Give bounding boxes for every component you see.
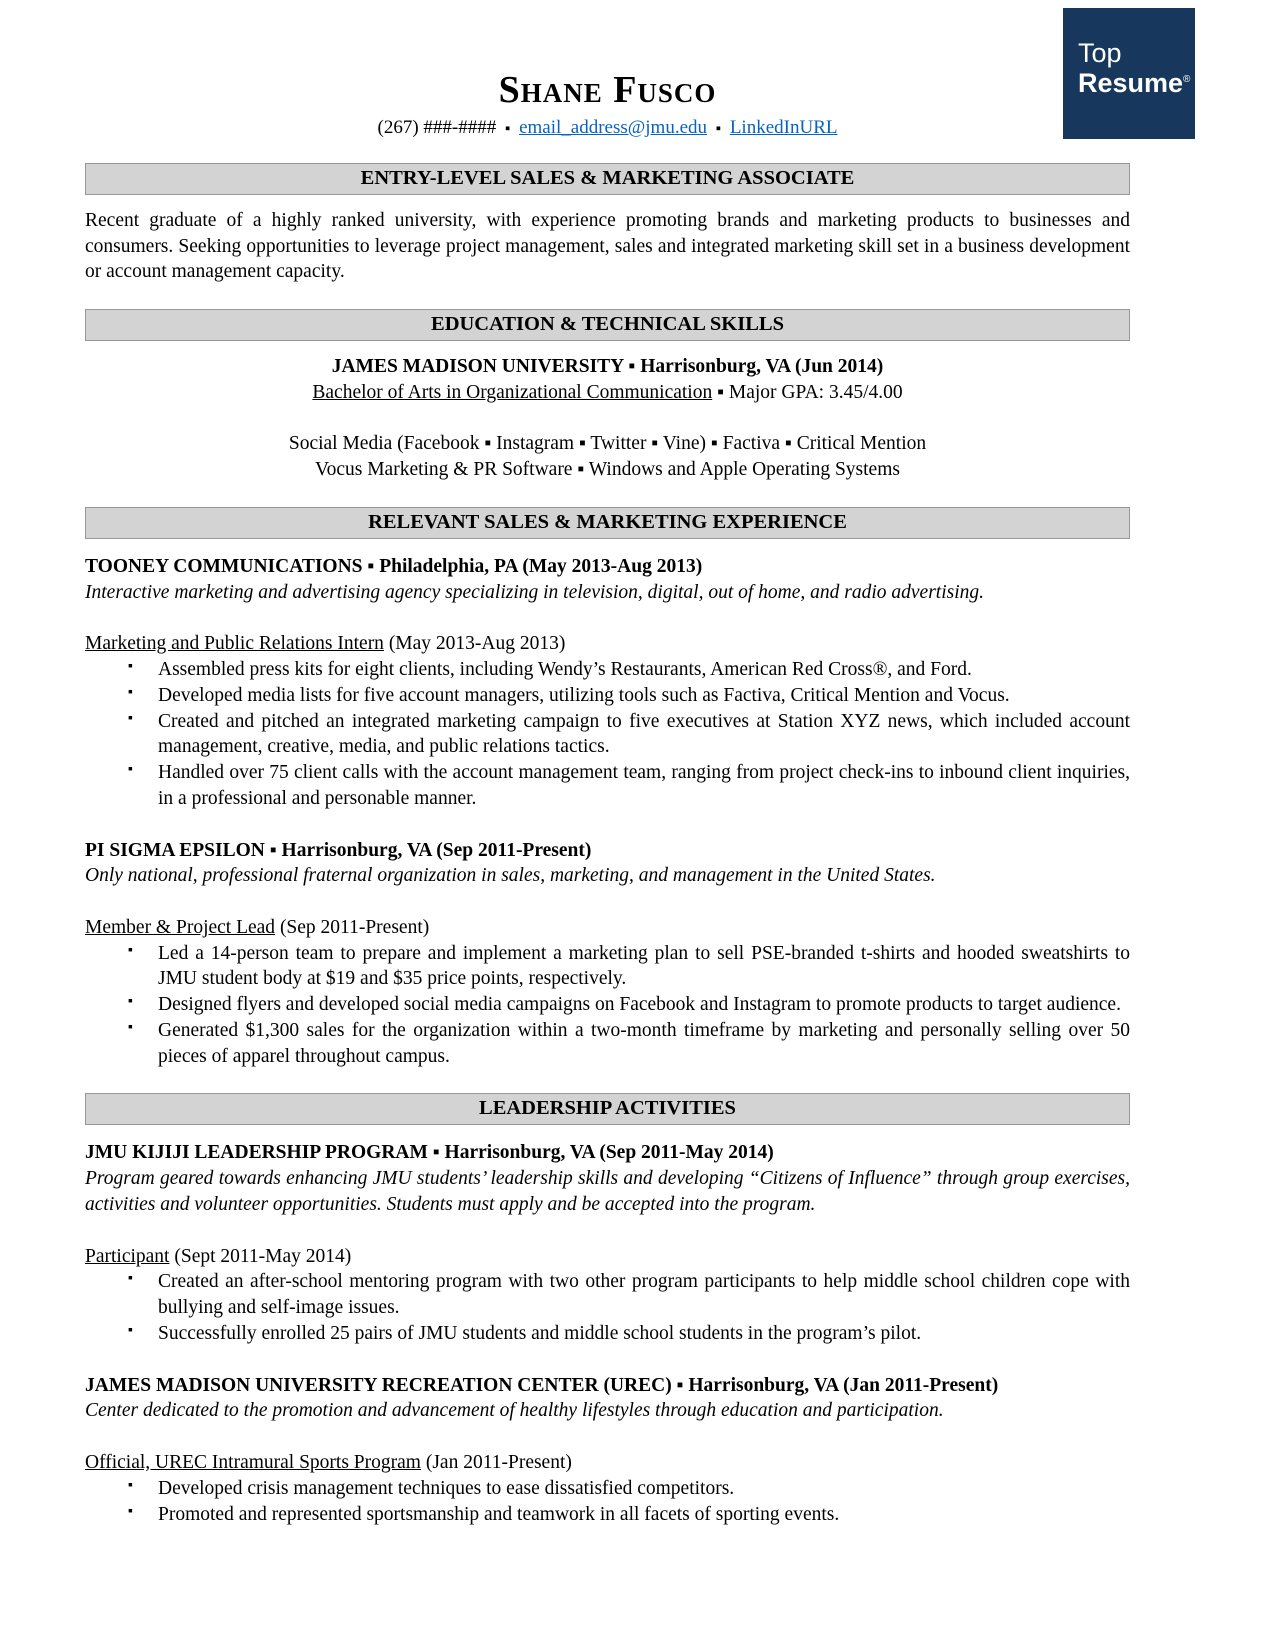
company-description: Program geared towards enhancing JMU students’ leadership skills and developing “Citizens of Influence” through group exercises, activities and volunteer opportunities. Students must apply and be accepted into the program.	[85, 1168, 1130, 1215]
bullet-item: ▪ Developed crisis management techniques to ease dissatisfied competitors.	[128, 1476, 1130, 1502]
bullet-item: ▪ Designed flyers and developed social media campaigns on Facebook and Instagram to promote products to target audience.	[128, 992, 1130, 1018]
bullet-item: ▪ Successfully enrolled 25 pairs of JMU students and middle school students in the program’s pilot.	[128, 1321, 1130, 1347]
job-block-tooney	[85, 554, 1130, 812]
topresume-logo	[1063, 8, 1195, 139]
bullet-item: ▪ Handled over 75 client calls with the account management team, ranging from project check-ins to inbound client inquiries, in a professional and personable manner.	[128, 760, 1130, 811]
job-title-dates: (Sep 2011-Present)	[275, 917, 430, 939]
bullet-list	[85, 657, 1130, 811]
education-block	[85, 354, 1130, 483]
separator: ▪	[715, 120, 722, 137]
linkedin-link[interactable]: LinkedInURL	[729, 116, 838, 138]
job-title-underlined: Participant	[85, 1245, 170, 1267]
job-title-underlined: Member & Project Lead	[85, 917, 276, 939]
degree-gpa-text: ▪ Major GPA: 3.45/4.00	[712, 381, 903, 403]
job-block-kijiji	[85, 1140, 1130, 1346]
job-title-line	[85, 631, 1130, 657]
logo-text-top: Top	[1078, 38, 1122, 68]
company-line: PI SIGMA EPSILON ▪ Harrisonburg, VA (Sep 2011-Present)	[85, 839, 592, 861]
job-title-underlined: Official, UREC Intramural Sports Program	[85, 1452, 421, 1474]
job-title-underlined: Marketing and Public Relations Intern	[85, 633, 384, 655]
bullet-item: ▪ Created an after-school mentoring program with two other program participants to help middle school children cope with bullying and self-image issues.	[128, 1269, 1130, 1320]
bullet-item: ▪ Developed media lists for five account managers, utilizing tools such as Factiva, Critical Mention and Vocus.	[128, 683, 1130, 709]
summary-paragraph: Recent graduate of a highly ranked university, with experience promoting brands and marketing products to businesses and consumers. Seeking opportunities to leverage project management, sales and integrated marketing skill set in a business development or account management capacity.	[85, 209, 1130, 283]
logo-text-resume: Resume®	[1078, 68, 1191, 99]
section-heading-experience: RELEVANT SALES & MARKETING EXPERIENCE	[85, 507, 1130, 539]
bullet-list	[85, 941, 1130, 1070]
job-title-dates: (May 2013-Aug 2013)	[383, 633, 566, 655]
bullet-item: ▪ Promoted and represented sportsmanship and teamwork in all facets of sporting events.	[128, 1502, 1130, 1528]
company-description: Interactive marketing and advertising agency specializing in television, digital, out of home, and radio advertising.	[85, 581, 985, 603]
registered-mark: ®	[1183, 74, 1191, 86]
company-line: JAMES MADISON UNIVERSITY RECREATION CENTER (UREC) ▪ Harrisonburg, VA (Jan 2011-Present)	[85, 1374, 999, 1396]
job-block-pse	[85, 838, 1130, 1070]
job-title-dates: (Jan 2011-Present)	[420, 1452, 572, 1474]
degree-underlined-text: Bachelor of Arts in Organizational Communication	[312, 381, 713, 403]
skills-line-2: Vocus Marketing & PR Software ▪ Windows and Apple Operating Systems	[315, 459, 900, 481]
company-line: JMU KIJIJI LEADERSHIP PROGRAM ▪ Harrisonburg, VA (Sep 2011-May 2014)	[85, 1142, 774, 1164]
bullet-item: ▪ Generated $1,300 sales for the organization within a two-month timeframe by marketing and personally selling over 50 pieces of apparel throughout campus.	[128, 1018, 1130, 1069]
education-degree-line	[85, 380, 1130, 406]
company-description: Only national, professional fraternal organization in sales, marketing, and management in the United States.	[85, 865, 936, 887]
section-heading-education: EDUCATION & TECHNICAL SKILLS	[85, 309, 1130, 341]
contact-line	[85, 117, 1130, 139]
job-title-line	[85, 915, 1130, 941]
job-title-line	[85, 1244, 1130, 1270]
job-block-urec	[85, 1373, 1130, 1528]
phone-number: (267) ###-####	[377, 116, 497, 138]
bullet-item: ▪ Led a 14-person team to prepare and implement a marketing plan to sell PSE-branded t-shirts and hooded sweatshirts to JMU student body at $19 and $35 price points, respectively.	[128, 941, 1130, 992]
company-description: Center dedicated to the promotion and advancement of healthy lifestyles through education and participation.	[85, 1400, 944, 1422]
bullet-item: ▪ Assembled press kits for eight clients, including Wendy’s Restaurants, American Red Cross®, and Ford.	[128, 657, 1130, 683]
job-title-dates: (Sept 2011-May 2014)	[169, 1245, 352, 1267]
company-line: TOONEY COMMUNICATIONS ▪ Philadelphia, PA (May 2013-Aug 2013)	[85, 555, 703, 577]
skills-line-1: Social Media (Facebook ▪ Instagram ▪ Twitter ▪ Vine) ▪ Factiva ▪ Critical Mention	[288, 433, 927, 455]
section-heading-leadership: LEADERSHIP ACTIVITIES	[85, 1093, 1130, 1125]
bullet-item: ▪ Created and pitched an integrated marketing campaign to five executives at Station XYZ news, which included account management, creative, media, and public relations tactics.	[128, 709, 1130, 760]
candidate-name: Shane Fusco	[498, 69, 717, 111]
education-school-line: JAMES MADISON UNIVERSITY ▪ Harrisonburg, VA (Jun 2014)	[331, 356, 884, 377]
bullet-list	[85, 1476, 1130, 1527]
separator: ▪	[505, 120, 511, 137]
section-heading-summary: ENTRY-LEVEL SALES & MARKETING ASSOCIATE	[85, 163, 1130, 195]
job-title-line	[85, 1450, 1130, 1476]
email-link[interactable]: email_address@jmu.edu	[519, 116, 707, 138]
bullet-list	[85, 1269, 1130, 1346]
